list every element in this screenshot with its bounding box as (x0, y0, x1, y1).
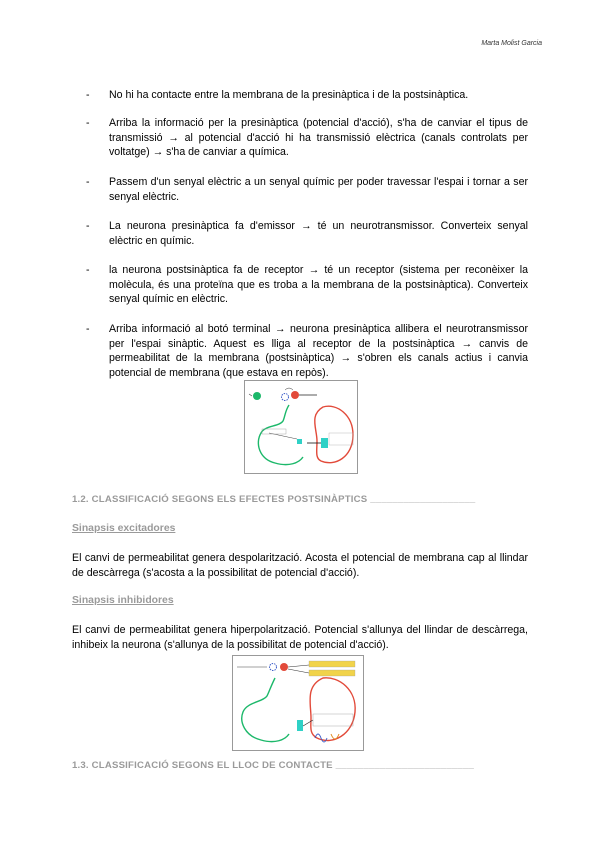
list-item (86, 263, 528, 307)
legend-box (309, 670, 355, 676)
bullet-dash: - (86, 89, 90, 101)
mini-line (249, 394, 252, 396)
receptor-icon (321, 438, 328, 448)
list-item (86, 88, 528, 103)
section-heading-contact: 1.3. CLASSIFICACIÓ SEGONS EL LLOC DE CONTACTE _________________________ (72, 760, 475, 771)
label-box (329, 433, 353, 445)
subheading-inhibitory: Sinapsis inhibidores (72, 595, 174, 606)
mini-line (288, 669, 309, 673)
legend-box (309, 661, 355, 667)
bullet-text: La neurona presinàptica fa d'emissor → té un neurotransmissor. Converteix senyal elèctric en químic. (109, 220, 528, 247)
bullet-text: Passem d'un senyal elèctric a un senyal químic per poder travessar l'espai i tornar a ser senyal elèctric. (109, 176, 528, 203)
vesicle-icon (282, 394, 289, 401)
vesicle-icon (270, 664, 277, 671)
mini-line (288, 665, 309, 667)
list-item (86, 116, 528, 160)
excitatory-synapse-diagram (245, 381, 357, 473)
postsynaptic-mini-cell (280, 663, 288, 671)
mini-arc (285, 388, 293, 390)
excitatory-synapse-figure (244, 380, 358, 474)
postsynaptic-membrane (310, 678, 355, 741)
presynaptic-membrane (258, 405, 303, 465)
bullet-text: Arriba la informació per la presinàptica (potencial d'acció), s'ha de canviar el tipus de transmissió → al potencial d'acció hi ha transmissió elèctrica (canals controlats per voltatge) → s'ha de canviar a química. (109, 117, 528, 159)
inhibitory-synapse-figure (232, 655, 364, 751)
list-item (86, 175, 528, 204)
section-heading-effects: 1.2. CLASSIFICACIÓ SEGONS ELS EFECTES POSTSINÀPTICS ___________________ (72, 494, 476, 505)
author-name: Marta Molist Garcia (481, 40, 542, 47)
subheading-excitatory: Sinapsis excitadores (72, 523, 176, 534)
list-item (86, 219, 528, 248)
bullet-dash: - (86, 220, 90, 232)
label-box (262, 429, 286, 434)
bullet-text: la neurona postsinàptica fa de receptor → té un receptor (sistema per reconèixer la molècula, és una proteïna que es troba a la membrana de la postsinàptica). Converteix senyal químic en elèctric. (109, 264, 528, 306)
list-item (86, 322, 528, 380)
paragraph-excitatory: El canvi de permeabilitat genera despolarització. Acosta el potencial de membrana cap al llindar de descàrrega (s'acosta a la possibilitat de potencial d'acció). (72, 552, 528, 579)
bullet-dash: - (86, 176, 90, 188)
neurotransmitter-icon (297, 439, 302, 444)
presynaptic-membrane (242, 678, 289, 742)
bullet-text: No hi ha contacte entre la membrana de la presinàptica i de la postsinàptica. (109, 89, 469, 101)
bullet-dash: - (86, 323, 90, 335)
paragraph-inhibitory: El canvi de permeabilitat genera hiperpolarització. Potencial s'allunya del llindar de descàrrega, inhibeix la neurona (s'allunya de la possibilitat de potencial d'acció). (72, 624, 528, 651)
postsynaptic-membrane (315, 406, 353, 462)
receptor-icon (297, 720, 303, 731)
presynaptic-mini-cell (253, 392, 261, 400)
postsynaptic-mini-cell (291, 391, 299, 399)
bullet-text: Arriba informació al botó terminal → neurona presinàptica allibera el neurotransmissor per l'espai sinàptic. Aquest es lliga al receptor de la postsinàptica → canvis de permeabilitat de la membrana (postsinàptica) → s'obren els canals actius i canvia potencial de membrana (que estava en repòs). (109, 323, 528, 379)
label-box (313, 714, 353, 726)
bullet-dash: - (86, 117, 90, 129)
bullet-dash: - (86, 264, 90, 276)
inhibitory-synapse-diagram (233, 656, 363, 750)
